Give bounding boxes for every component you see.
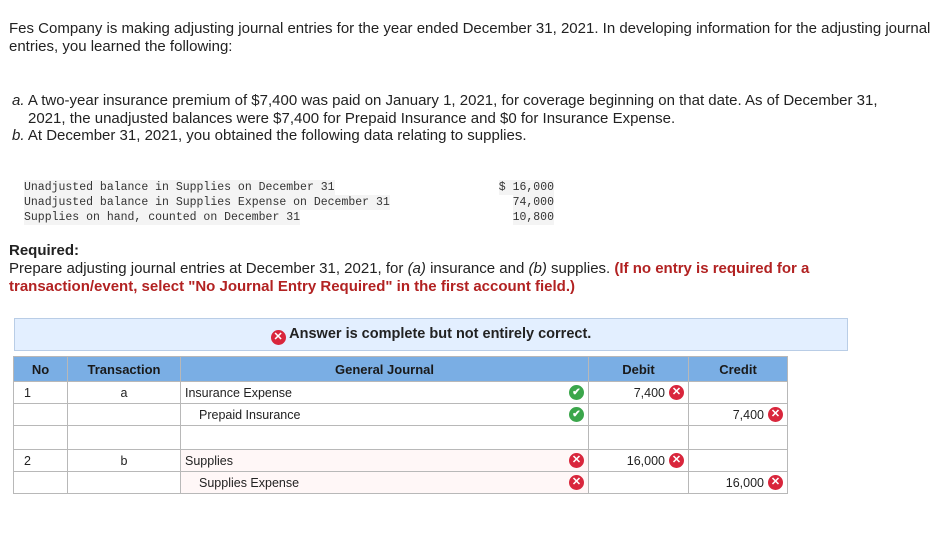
debit-amount: 7,400	[633, 385, 665, 400]
required-note: (If no entry is required for a transaction/event, select "No Journal Entry Required" in the first account field.)	[9, 260, 810, 295]
table-header-row	[14, 357, 788, 382]
row-no	[14, 426, 68, 450]
debit-cell[interactable]	[589, 404, 689, 426]
header-debit: Debit	[589, 357, 689, 382]
required-a: (a)	[407, 260, 426, 277]
check-circle-icon: ✔	[569, 407, 584, 422]
required-text-3: supplies.	[546, 260, 615, 277]
x-circle-icon: ✕	[768, 475, 783, 490]
item-a-text-1: A two-year insurance premium of $7,400 was paid on January 1, 2021, for coverage beginning on that date. As of December 31,	[24, 92, 878, 109]
supplies-value: $ 16,000	[498, 181, 554, 194]
intro-text: Fes Company is making adjusting journal entries for the year ended December 31, 2021. In developing information for the adjusting journal entries, you learned the following:	[9, 20, 931, 55]
header-transaction: Transaction	[68, 357, 181, 382]
row-no: 2	[14, 450, 68, 472]
item-a-label: a.	[12, 92, 25, 109]
header-no: No	[14, 357, 68, 382]
row-transaction[interactable]: a	[68, 382, 181, 404]
account-name: Prepaid Insurance	[199, 407, 301, 422]
item-a-text-2: 2021, the unadjusted balances were $7,400 for Prepaid Insurance and $0 for Insurance Expense.	[28, 110, 676, 127]
supplies-desc: Unadjusted balance in Supplies on December 31	[24, 181, 335, 194]
credit-cell[interactable]	[689, 404, 788, 426]
row-transaction[interactable]: b	[68, 450, 181, 472]
row-no: 1	[14, 382, 68, 404]
required-text-1: Prepare adjusting journal entries at December 31, 2021, for	[9, 260, 408, 277]
check-circle-icon: ✔	[569, 385, 584, 400]
credit-amount: 7,400	[732, 407, 764, 422]
header-general-journal: General Journal	[181, 357, 589, 382]
x-circle-icon: ✕	[271, 330, 286, 345]
table-row	[14, 472, 788, 494]
supplies-row	[24, 195, 554, 210]
debit-cell[interactable]	[589, 426, 689, 450]
answer-banner	[14, 318, 848, 351]
credit-cell[interactable]	[689, 472, 788, 494]
row-no	[14, 472, 68, 494]
x-circle-icon: ✕	[768, 407, 783, 422]
required-text	[9, 260, 909, 296]
required-text-2: insurance and	[425, 260, 529, 277]
supplies-row	[24, 210, 554, 225]
supplies-desc: Supplies on hand, counted on December 31	[24, 211, 301, 224]
account-name: Insurance Expense	[185, 385, 293, 400]
x-circle-icon: ✕	[569, 453, 584, 468]
x-circle-icon: ✕	[669, 453, 684, 468]
item-b-label: b.	[12, 127, 25, 144]
row-transaction[interactable]	[68, 404, 181, 426]
general-journal-table	[13, 356, 788, 494]
item-b	[12, 127, 927, 145]
table-row	[14, 426, 788, 450]
header-credit: Credit	[689, 357, 788, 382]
x-circle-icon: ✕	[569, 475, 584, 490]
credit-cell[interactable]	[689, 382, 788, 404]
account-cell[interactable]	[181, 472, 589, 494]
row-transaction[interactable]	[68, 472, 181, 494]
required-title: Required:	[9, 242, 80, 259]
row-transaction[interactable]	[68, 426, 181, 450]
debit-cell[interactable]	[589, 450, 689, 472]
credit-cell[interactable]	[689, 450, 788, 472]
account-cell[interactable]	[181, 450, 589, 472]
account-cell[interactable]	[181, 426, 589, 450]
debit-cell[interactable]	[589, 472, 689, 494]
item-b-text: At December 31, 2021, you obtained the following data relating to supplies.	[24, 127, 527, 144]
table-row	[14, 382, 788, 404]
account-cell[interactable]	[181, 404, 589, 426]
supplies-value: 10,800	[512, 211, 554, 224]
supplies-value: 74,000	[512, 196, 554, 209]
supplies-data-table	[24, 180, 554, 225]
x-circle-icon: ✕	[669, 385, 684, 400]
debit-cell[interactable]	[589, 382, 689, 404]
required-b: (b)	[528, 260, 547, 277]
account-cell[interactable]	[181, 382, 589, 404]
table-row	[14, 450, 788, 472]
credit-amount: 16,000	[725, 475, 764, 490]
table-row	[14, 404, 788, 426]
credit-cell[interactable]	[689, 426, 788, 450]
account-name: Supplies Expense	[199, 475, 300, 490]
answer-banner-text: Answer is complete but not entirely correct.	[289, 326, 592, 342]
debit-amount: 16,000	[626, 453, 665, 468]
row-no	[14, 404, 68, 426]
item-a	[12, 92, 927, 128]
supplies-desc: Unadjusted balance in Supplies Expense on December 31	[24, 196, 390, 209]
account-name: Supplies	[185, 453, 233, 468]
supplies-row	[24, 180, 554, 195]
